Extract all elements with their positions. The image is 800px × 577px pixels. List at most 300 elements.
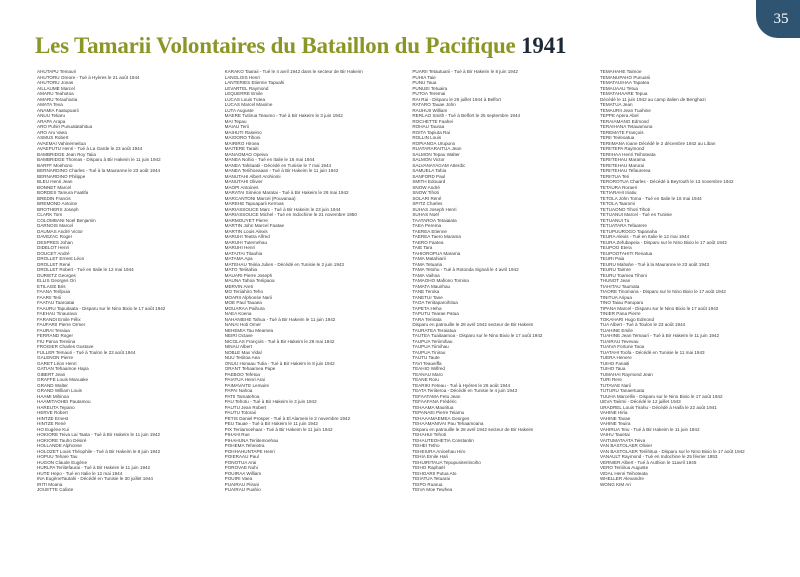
volunteer-entry: NUU Teriitoa Aea	[224, 355, 260, 360]
volunteer-entry: VANAULT Raymond - Tué en Indochine le 25 février 1953	[599, 454, 718, 459]
volunteer-entry: PUNU Taua	[412, 80, 437, 85]
volunteer-entry: MARUHI Tutemehau	[224, 239, 268, 245]
volunteer-entry: POROVAE Nuhi	[224, 465, 258, 470]
volunteer-entry: HINTZE Ernest	[37, 415, 69, 421]
volunteer-entry: GRAND William Louis	[37, 388, 82, 393]
page-number: 35	[773, 10, 789, 27]
volunteer-entry: TAUTU Taute	[412, 355, 440, 360]
volunteer-entry: MARIASSOUCE Michel - Tué en Indochine le 21 novembre 1950	[224, 212, 357, 217]
volunteer-entry: ONUU Honaau Tutia - Tué à Bir Hakeim le 8 juin 1942	[224, 360, 335, 366]
volunteer-entry: FAUFARII Pierre Ormer	[37, 322, 86, 327]
volunteer-entry: TEIIATUA Tetuarai	[412, 476, 450, 481]
volunteer-entry: TEHAUTEOHETIA Constantin	[412, 437, 474, 443]
volunteer-entry: MARTIN Louis Alexis	[224, 228, 268, 234]
volunteer-entry: Disparu en patrouille le 28 avril 1942 secteur de Bir Hakeim	[412, 322, 534, 327]
volunteer-entry: NINAU Albert	[224, 344, 252, 349]
volunteer-entry: BORDES Tamura Faatifa	[37, 190, 89, 195]
volunteer-entry: PETIS Daniel Prosper - Tué à El Alamein le 2 novembre 1942	[224, 415, 351, 421]
volunteer-entry: TAMA Matahiarii	[412, 256, 446, 261]
volunteer-entry: AMARU Teahotoa	[37, 91, 74, 96]
title-text: Les Tamarii Volontaires du Bataillon du Pacifique	[35, 33, 516, 58]
volunteer-entry: FAEHAU Tinaurava	[37, 311, 77, 316]
volunteer-entry: GATIAN Tehaamoe Hapa	[37, 366, 89, 371]
volunteer-entry: MAITERE Taraiti	[224, 146, 259, 151]
volunteer-entry: VIDAL Henri Teihoteata	[599, 470, 648, 476]
volunteer-entry: HAREUTA Tepano	[37, 404, 75, 410]
volunteer-entry: TUMAHAI Raymond Jean	[599, 371, 653, 377]
volunteer-entry: TEAHIO Wilfred	[412, 366, 445, 371]
volunteer-entry: RAUHUII William	[412, 107, 448, 113]
volunteer-entry: MATEHAU Teiiria Julien - Décédé en Tunisie le 2 juin 1943	[224, 261, 344, 267]
volunteer-entry: TANE Teroka	[412, 289, 440, 294]
volunteer-entry: TUUHA Marcellin - Disparu sur le Nino Bixio le 17 août 1942	[599, 393, 723, 399]
volunteer-entry: TETUAONO Tihoti Tihoti	[599, 206, 651, 212]
volunteer-entry: MAUARI Pierre Joseph	[224, 272, 273, 278]
volunteer-entry: TETUANUI Tu	[599, 217, 630, 223]
volunteer-entry: TERIITEHAU Tefaurerea	[599, 168, 651, 173]
volunteer-entry: TEIPO Ruarua	[412, 481, 443, 487]
volunteer-entry: DURIETZ Georges	[37, 272, 76, 278]
volunteer-entry: NEIRI Octave	[224, 333, 253, 338]
volunteer-entry: TAUPUA Tiimihau	[412, 344, 449, 349]
volunteer-entry: TEURU Mahahe - Tué à la Mauranne le 23 août 1943	[599, 261, 710, 267]
volunteer-entry: PATII Tamatehoa	[224, 393, 260, 399]
volunteer-entry: MAIAU Terii	[224, 124, 249, 129]
volunteer-entry: PUTOA Teremai	[412, 91, 446, 96]
volunteer-entry: FAARII Terii	[37, 294, 62, 300]
volunteer-entry: AVAEPUTU Henri - Tué à La Garde le 23 août 1944	[37, 146, 143, 151]
volunteer-entry: JOUETTE Calixte	[37, 487, 74, 492]
volunteer-entry: MANAOMAO Opeiva	[224, 151, 268, 157]
volunteer-entry: MAUNA Tahoa Teriipaoa	[224, 278, 275, 283]
volunteer-entry: TEMATAUIHAA Tapatea	[599, 80, 650, 85]
volunteer-entry: HURLPA Teriitefaurai - Tué à Bir Hakeim le 11 juin 1942	[37, 465, 151, 470]
volunteer-entry: PAEBOO Tefetoa	[224, 371, 260, 377]
volunteer-entry: TERII Teireoatua	[599, 135, 635, 140]
volunteer-entry: SMITH Edouard	[412, 179, 446, 184]
volunteer-entry: MANEA Tahitaatii - Décédé en Tunisie le 7 mai 1944	[224, 162, 332, 168]
volunteer-entry: ARO Aru Vaea	[37, 129, 67, 135]
volunteer-entry: WONG KIM Ari	[599, 481, 631, 487]
volunteer-entry: TEMAHAHE Taimoe	[599, 69, 642, 74]
volunteer-entry: VAIHU Tauetai	[599, 432, 630, 437]
volunteer-entry: TAATAROA Tetaiaiata	[412, 217, 457, 223]
volunteer-entry: SAMUELA Tahia	[412, 168, 447, 173]
volunteer-entry: HERVE Robert	[37, 410, 68, 415]
volunteer-entry: TAPUTU Tearae Patua	[412, 311, 459, 316]
volunteer-entry: CLARK Tom	[37, 212, 63, 217]
volunteer-entry: TUIHO Taua	[599, 366, 626, 371]
volunteer-entry: TEFAATAMA Fetu Jean	[412, 393, 461, 399]
volunteer-entry: SUHAS Noël	[412, 212, 439, 217]
volunteer-entry: MOE Paul Tauaea	[224, 300, 262, 305]
volunteer-entry: ELLIS Georges Ori	[37, 278, 76, 283]
volunteer-entry: MOUARAA Paihura	[224, 305, 265, 311]
volunteer-entry: MANEA Nohio - Tué en Italie le 16 mai 1944	[224, 157, 315, 162]
volunteer-entry: MARTIN John Marcel Faatae	[224, 223, 285, 228]
volunteer-entry: GALENON Pierre	[37, 355, 73, 360]
volunteer-entry: WHELLER Alexandre	[599, 476, 644, 481]
column-1	[37, 69, 219, 569]
volunteer-entry: HAAMITAOHEI Pautamou	[37, 399, 91, 404]
volunteer-entry: TIAORE Tinomana - Disparu sur le Nino Bixio le 17 août 1942	[599, 289, 726, 294]
volunteer-entry: TAMA Vaihoa	[412, 272, 440, 278]
volunteer-entry: TERIIMANA Ioane Décédé le 2 décembre 1942 au Liban	[599, 140, 716, 146]
volunteer-entry: BROTHERS Joseph	[37, 206, 79, 212]
volunteer-entry: TEANE Roru	[412, 377, 439, 382]
volunteer-entry: HUGON Claude Eugène	[37, 459, 88, 465]
volunteer-entry: TERAIHANA Tetauamuna	[599, 124, 653, 129]
volunteer-entry: TEHAHUI Tehoti	[412, 432, 446, 437]
volunteer-entry: LUCAS Marcel Maxime	[224, 102, 273, 107]
volunteer-entry: MANUTAHI Albert Arohiomi	[224, 173, 281, 179]
volunteer-entry: TAPETA Heha	[412, 305, 442, 311]
volunteer-entry: HOPUU Tehare Tau	[37, 454, 78, 459]
volunteer-entry: AILLAUME Marcel	[37, 85, 75, 91]
volunteer-entry: TEHAAMANIVAI Pau Tehaamoana	[412, 421, 484, 426]
page-number-badge	[756, 0, 800, 38]
volunteer-entry: TAUPUA Tinirau	[412, 349, 446, 355]
volunteer-entry: TEURU Toamea Tihoni	[599, 272, 647, 278]
volunteer-entry: TUAHINE Emile	[599, 327, 633, 333]
volunteer-entry: TAMATA Mauirhau	[412, 283, 451, 289]
volunteer-entry: PIHAHI Rue	[224, 432, 250, 437]
volunteer-entry: TEPPE Apera Abel	[599, 113, 639, 118]
volunteer-entry: TETUPUUROGO Tapanaha	[599, 228, 658, 234]
volunteer-entry: MAI Tepau	[224, 118, 247, 124]
volunteer-entry: HO Eugène Kui	[37, 426, 69, 432]
volunteer-entry: ETILAGE Bris	[37, 283, 66, 289]
volunteer-entry: NAEA Koena	[224, 311, 252, 316]
volunteer-entry: TUAIRAU Tevevau	[599, 338, 639, 344]
volunteer-entry: BREDIN Francis	[37, 195, 71, 201]
volunteer-entry: HOKIORE Teiva Lai Taata - Tué à Bir Hakeim le 11 juin 1942	[37, 432, 161, 437]
volunteer-entry: TUTAVAE Narii	[599, 382, 631, 388]
volunteer-entry: LUCAS Louis Tutea	[224, 96, 266, 102]
volunteer-entry: DAVEZAC Roger	[37, 234, 73, 239]
volunteer-entry: TERAIAMANO Edmond	[599, 118, 649, 124]
volunteer-entry: INA EugèneTautahi - Décédé en Tunisie le 30 juillet 1944	[37, 476, 153, 481]
page-title	[35, 33, 566, 59]
volunteer-entry: AHUTAPU Temauri	[37, 69, 77, 74]
volunteer-entry: ORANT Tehaamea Pape	[224, 366, 276, 371]
volunteer-entry: ROCHETTE Faahei	[412, 118, 453, 124]
volunteer-entry: PEU Tauae - Tué à Bir Hakeim le 11 juin 1942	[224, 421, 318, 426]
volunteer-entry: FARANDI Emile Félix	[37, 316, 81, 322]
volunteer-entry: TAMA Tetuaria	[412, 261, 443, 267]
volunteer-entry: FAANA Terilpuia	[37, 289, 71, 294]
volunteer-entry: SANFORD Paul	[412, 173, 446, 179]
volunteer-entry: TEURA Alexis - Tué en Italie le 12 mai 1944	[599, 234, 690, 239]
volunteer-entry: TEARIKI Feteau - Tué à Hyères le 26 août 1944	[412, 382, 511, 388]
volunteer-entry: VAN BASTOLAER Teriihitua - Disparu sur le Nino Bixio le 17 août 1942	[599, 448, 745, 454]
volunteer-entry: VERNIER Albert - Tué à Authion le 11avril 1945	[599, 459, 697, 465]
volunteer-entry: TERIITEHAU Marama	[599, 157, 646, 162]
volunteer-entry: BAMBRIDGE Thomas - Disparu à Bir Hakeim le 11 juin 1942	[37, 157, 161, 162]
volunteer-entry: Décédé le 11 juin 1942 au camp italien de Benghazi	[599, 96, 706, 102]
volunteer-entry: MATAITAI Titauhia	[224, 250, 263, 256]
column-2	[225, 69, 407, 569]
volunteer-entry: SNOW Tihoti	[412, 190, 439, 195]
volunteer-entry: NEHEMIA Tau Meamea	[224, 327, 274, 333]
volunteer-entry: RUATARARAITUA Jean	[412, 146, 462, 151]
volunteer-entry: MARCANTONI Marcel (Pouvanaa)	[224, 195, 296, 201]
volunteer-entry: LUTA Auguste	[224, 107, 254, 113]
volunteer-entry: TAMA Tetohu - Tué à Rotonda Signali le 4 avril 1942	[412, 267, 519, 272]
volunteer-entry: AMARU Terauhiutia	[37, 96, 78, 102]
volunteer-entry: MAOPI Antoines	[224, 184, 259, 190]
volunteer-entry: TAUPUA Teriimihau	[412, 338, 453, 344]
volunteer-entry: TEURA Zefubapeia - Disparu sur le Nino Bixio le 17 août 1942	[599, 239, 727, 245]
volunteer-entry: BONNET Marcel	[37, 184, 72, 190]
volunteer-entry: TAEA Perema	[412, 223, 442, 228]
volunteer-entry: TETAURA Roraeri	[599, 184, 638, 190]
volunteer-entry: TERIITEPA Raymond	[599, 146, 645, 151]
title-year: 1941	[521, 33, 567, 58]
volunteer-entry: VAHIRUA Teiu - Tué à Bir Hakeim le 11 juin 1942	[599, 426, 700, 432]
volunteer-entry: TINO Taiau Paruparu	[599, 300, 644, 305]
volunteer-entry: FROGIER Charles Gustave	[37, 344, 94, 349]
volunteer-entry: TEUPOO Etera	[599, 245, 632, 250]
volunteer-entry: TAERO Faatea	[412, 239, 444, 245]
volunteer-entry: TAIE Tara	[412, 245, 433, 250]
volunteer-entry: DESPRES Johan	[37, 239, 73, 245]
volunteer-entry: BREMOND Antoine	[37, 201, 78, 206]
volunteer-entry: TEIHO Raphaël	[412, 465, 445, 470]
volunteer-entry: THUNOT Jean	[599, 278, 631, 283]
volunteer-entry: TEMAURII Jean Tuahine	[599, 107, 651, 113]
volunteer-entry: PUNUEI Tetuaira	[412, 85, 448, 91]
volunteer-entry: TETOLA John Toma - Tué en Italie le 16 mai 1944	[599, 195, 702, 201]
volunteer-entry: HINTZE René	[37, 421, 66, 426]
volunteer-entry: GRAND Walter	[37, 382, 68, 388]
volunteer-entry: MAERE Tutiirua Teaumo - Tué à Bir Hakeim le 3 juin 1942	[224, 113, 343, 118]
volunteer-entry: TERIITEHAU Marurai	[599, 162, 645, 168]
volunteer-entry: TERIIHAA Henri Teihoteata	[599, 151, 656, 157]
volunteer-entry: TEMATAHAARE Tepua	[599, 91, 648, 96]
volunteer-entry: TIAHITAU Taumata	[599, 283, 640, 289]
volunteer-entry: PAPAI Nahoa	[224, 388, 253, 393]
volunteer-entry: POUIRI Vaea	[224, 476, 253, 481]
volunteer-entry: ANAMIA Faatupuarii	[37, 107, 79, 113]
volunteer-entry: VAHINE Teuira	[599, 421, 631, 426]
volunteer-entry: BERNARDINO Philippe	[37, 173, 86, 179]
volunteer-entry: COLOMBANI Noel Benjamin	[37, 217, 96, 223]
volunteer-entry: POHEMA Teheiotra	[224, 443, 265, 448]
volunteer-entry: DAUMAS André Victor	[37, 228, 83, 234]
volunteer-entry: PAIATUA Henri Arai	[224, 377, 265, 382]
volunteer-entry: GARET Léon Henri	[37, 360, 77, 366]
volunteer-entry: PUARII Tetautuarii - Tué à Bir Hakeim le 8 juin 1942	[412, 69, 518, 74]
volunteer-entry: TEANAU Maro	[412, 371, 443, 377]
volunteer-entry: DROLLET Ernest Léon	[37, 256, 85, 261]
volunteer-entry: ROPIANOA Urupuno	[412, 140, 456, 146]
volunteer-entry: BAMBRIDGE Jean Roy Taiia	[37, 151, 96, 157]
volunteer-entry: PUHIA Taie	[412, 74, 436, 80]
volunteer-entry: TAHIOROPUA Marama	[412, 250, 461, 256]
volunteer-entry: GIBERT Jean	[37, 371, 66, 377]
volunteer-entry: SALVANAYAGAM Atterdic	[412, 162, 466, 168]
volunteer-entry: TINITUA Aripua	[599, 294, 632, 300]
volunteer-entry: TEIVA Moe Tewhea	[412, 487, 453, 492]
volunteer-entry: FAATAU Taaroatai	[37, 300, 75, 305]
volunteer-entry: POUIRAA William	[224, 470, 262, 476]
volunteer-entry: NAHANIEHE Tahua - Tué à Bir Hakeim le 11 juin 1942	[224, 316, 336, 322]
volunteer-entry: TEHEIURA Anioehau Hiro	[412, 448, 466, 454]
volunteer-entry: TEURI Paia	[599, 256, 625, 261]
volunteer-entry: MATAMA Apa	[224, 256, 253, 261]
column-3	[412, 69, 594, 569]
volunteer-entry: SUHAS Joseph Henri	[412, 206, 457, 212]
volunteer-entry: NICOLAS François - Tué à Bir Hakeim le 28 mai 1942	[224, 338, 335, 344]
volunteer-entry: AMATA Teva	[37, 102, 63, 107]
volunteer-entry: DOUCET André	[37, 250, 70, 256]
volunteer-entry: ANUU Tetiaru	[37, 113, 65, 118]
volunteer-entry: TUA Albert - Tué à Toulon le 23 août 1944	[599, 322, 686, 327]
volunteer-entry: SALMON Tepau Walter	[412, 151, 460, 157]
volunteer-entry: HAAMI Mihinoa	[37, 393, 69, 399]
volunteer-entry: HUTE Hepo - Tué en Italie le 12 mai 1944	[37, 470, 123, 476]
volunteer-entry: TETUANUI Marcel - Tué en Tunisie	[599, 212, 672, 217]
volunteer-entry: AHUTORU Oreore - Tué à Hyères le 21 août 1944	[37, 74, 140, 80]
volunteer-entry: TARA Teriirata	[412, 316, 442, 322]
volunteer-entry: PIX Teriiamoehaar - Tué à Bir Hakeim le 11 juin 1942	[224, 426, 333, 432]
volunteer-entry: TEHAAAMAEMEA Georges	[412, 415, 470, 421]
volunteer-entry: MERVIN Areti	[224, 283, 253, 289]
volunteer-entry: TUIHO Fanaiti	[599, 360, 630, 366]
volunteer-entry: DIDELOT Henri	[37, 245, 70, 250]
volunteer-entry: TEMATUA Jean	[599, 102, 633, 107]
volunteer-entry: IRITI Moana	[37, 481, 63, 487]
volunteer-entry: MAREHE Tapuaparii Kermas	[224, 201, 284, 206]
volunteer-entry: TAUTEA Tuaitaamoa - Disparu sur le Nino Bixio le 17 août 1942	[412, 333, 543, 338]
volunteer-entry: ROITA Tapiuta Rai	[412, 129, 450, 135]
volunteer-entry: FIU Paroa Tereiina	[37, 338, 76, 344]
volunteer-entry: TUAHINE Jean Temauri - Tué à Bir Hakeim le 11 juin 1942	[599, 333, 720, 338]
volunteer-entry: BLEU Henri Jean	[37, 179, 73, 184]
volunteer-entry: GRAFFE Louis Manuake	[37, 377, 89, 382]
volunteer-list	[37, 69, 782, 569]
volunteer-entry: POHHAHUNTAPE Henri	[224, 448, 275, 454]
volunteer-entry: TUAIVA Fortune Taoa	[599, 344, 645, 349]
volunteer-entry: DROLLET Robert - Tué en Italie le 12 mai 1944	[37, 267, 134, 272]
volunteer-entry: TETUATARA Tefaarere	[599, 223, 647, 228]
volunteer-entry: ARAPA Arapa	[37, 118, 66, 124]
volunteer-entry: SPITZ Charles	[412, 201, 443, 206]
volunteer-entry: AHUTORU Jonas	[37, 80, 74, 85]
volunteer-entry: ROLLIN Louis	[412, 135, 442, 140]
volunteer-entry: TAEREA Etienne	[412, 228, 447, 234]
volunteer-entry: NOBLE Max Vidal	[224, 349, 262, 355]
volunteer-entry: TURI Rere	[599, 377, 622, 382]
volunteer-entry: MO Teriiahiro Teho	[224, 289, 264, 294]
volunteer-entry: TEHAAMA Mauritua	[412, 404, 454, 410]
volunteer-entry: PAU Tehotu - Tué à Bir Hakeim le 3 juin 1942	[224, 399, 317, 404]
volunteer-entry: PIHAHUNA Teriitemoehau	[224, 437, 279, 443]
volunteer-entry: RAI Rai - Disparu le 26 juillet 1944 à Belfort	[412, 96, 501, 102]
volunteer-entry: TANETUI Tane	[412, 294, 443, 300]
volunteer-entry: VAITUMATAATA Teiva	[599, 437, 646, 443]
volunteer-entry: TEREMATE François	[599, 129, 644, 135]
volunteer-entry: LANTERIES Etienne Tapuahi	[224, 80, 285, 85]
volunteer-entry: FAURAI Teraiua	[37, 327, 70, 333]
volunteer-entry: LEVARTEL Raymond	[224, 85, 269, 91]
volunteer-entry: TUERA Henere	[599, 355, 632, 360]
volunteer-entry: TAEREA Taero Marama	[412, 234, 461, 239]
volunteer-entry: TEHUIRITAUA Tepupuniteriinoiho	[412, 459, 481, 465]
volunteer-entry: TETIARAHI Iriatiu	[599, 190, 637, 195]
volunteer-entry: VAN BASTOLAER Olivier	[599, 443, 653, 448]
volunteer-entry: TEFAAFANA Frédéric	[412, 399, 457, 404]
volunteer-entry: ASMUS Robert	[37, 135, 69, 140]
volunteer-entry: PAUTU Jean Robert	[224, 404, 267, 410]
volunteer-entry: PUAIRAU Puahio	[224, 487, 261, 492]
volunteer-entry: TEHIA Emile Hari	[412, 454, 449, 459]
volunteer-entry: HOLLANDE Alphonse	[37, 443, 82, 448]
volunteer-entry: Disparu en patrouille le 28 avril 1942 secteur de Bir Hakeim	[412, 426, 534, 432]
volunteer-entry: MARUHI Teatra Alfred	[224, 234, 270, 239]
volunteer-entry: UEVA Taiirmi - Décédé le 12 juillet 1943	[599, 399, 681, 404]
volunteer-entry: MAIHUTI Raseino	[224, 129, 262, 135]
volunteer-entry: TEIHOARII Putua Ato	[412, 470, 457, 476]
volunteer-entry: TAMAOHO Mafiono Tomina	[412, 278, 469, 283]
volunteer-entry: SOLARI René	[412, 195, 442, 201]
volunteer-entry: MARMOUYET Pierre	[224, 217, 268, 223]
volunteer-entry: TAOA Teriitaparoihitua	[412, 300, 458, 305]
volunteer-entry: MOARII Alphonse Narii	[224, 294, 272, 300]
volunteer-entry: FERRAND Roger	[37, 333, 73, 338]
volunteer-entry: RERLAO Smith - Tué à Belfort le 25 septembre 1944	[412, 113, 521, 118]
volunteer-entry: KARAKO Taaraii - Tué le 4 avril 1942 dans le secteur de Bir Hakeim	[224, 69, 363, 74]
volunteer-entry: MANUTAHI Olivier	[224, 179, 263, 184]
volunteer-entry: HOLOZET Louis Théophile - Tué à Bir Hakeim le 8 juin 1942	[37, 448, 161, 454]
volunteer-entry: MAIRIRO Hiroea	[224, 140, 260, 146]
volunteer-entry: ARO Puhiri Punuatatahitua	[37, 124, 93, 129]
volunteer-entry: TAVI Teaueiffa	[412, 360, 442, 366]
volunteer-entry: TETOLA Taaromi	[599, 201, 636, 206]
volunteer-entry: LANGLOIS Henri	[224, 74, 260, 80]
volunteer-entry: MARATAI Siméon Maratai - Tué à Bir Hakeim le 28 mai 1942	[224, 190, 349, 195]
volunteer-entry: TEPANAEI Pierre Teiamu	[412, 410, 465, 415]
volunteer-entry: TUATAHI Toofa - Décédé en Tunisie le 11 mai 1943	[599, 349, 705, 355]
volunteer-entry: TIPANA Marcel - Disparu sur le Nino Bixio le 17 août 1942	[599, 305, 719, 311]
volunteer-entry: TEROROTUA Charles - Décédé à Beyrouth le 13 novembre 1942	[599, 179, 734, 184]
volunteer-entry: BERNARDINO Charles - Tué à la Mauranne le 23 août 1944	[37, 168, 161, 173]
volunteer-entry: RATARO Tauae John	[412, 102, 456, 107]
volunteer-entry: MARIASSOUCE Marc - Tué à Bir Hakeim le 23 juin 1944	[224, 206, 341, 212]
volunteer-entry: VERO Teriiiruu Auguste	[599, 465, 649, 470]
volunteer-entry: MARUHI Henri	[224, 245, 256, 250]
volunteer-entry: URADREL Louis Tirahu - Décédé à Haifa le 22 août 1941	[599, 404, 717, 410]
volunteer-entry: NANAI Hoti Omer	[224, 322, 261, 327]
volunteer-entry: POIERAAU Paul	[224, 454, 259, 459]
volunteer-entry: SALMON Victor	[412, 157, 445, 162]
volunteer-entry: AVAEMAI Vahinemeitua	[37, 140, 86, 146]
volunteer-entry: MANEA Teriihoeaaan - Tué à Bir Hakeim le 11 juin 1942	[224, 168, 339, 173]
volunteer-entry: TAURATEA Teraiatua	[412, 327, 456, 333]
column-4	[600, 69, 782, 569]
volunteer-entry: FAAURU Tapuitaata - Disparu sur le Nino Bixio le 17 août 1942	[37, 305, 166, 311]
volunteer-entry: VAHINE Tavae	[599, 415, 631, 421]
volunteer-entry: DARNOIS Marcel	[37, 223, 73, 228]
volunteer-entry: TEIHEI Tetho	[412, 443, 440, 448]
volunteer-entry: VAHINE Hiria	[599, 410, 628, 415]
volunteer-entry: PAIMAVAITE Lemaire	[224, 382, 270, 388]
volunteer-entry: MAIOORO Tihoni	[224, 135, 261, 140]
volunteer-entry: BARFF Moehono	[37, 162, 73, 168]
volunteer-entry: TEMANUPAHO Punuarii	[599, 74, 651, 80]
volunteer-entry: HOKIORE Tauho Désiré	[37, 437, 87, 443]
